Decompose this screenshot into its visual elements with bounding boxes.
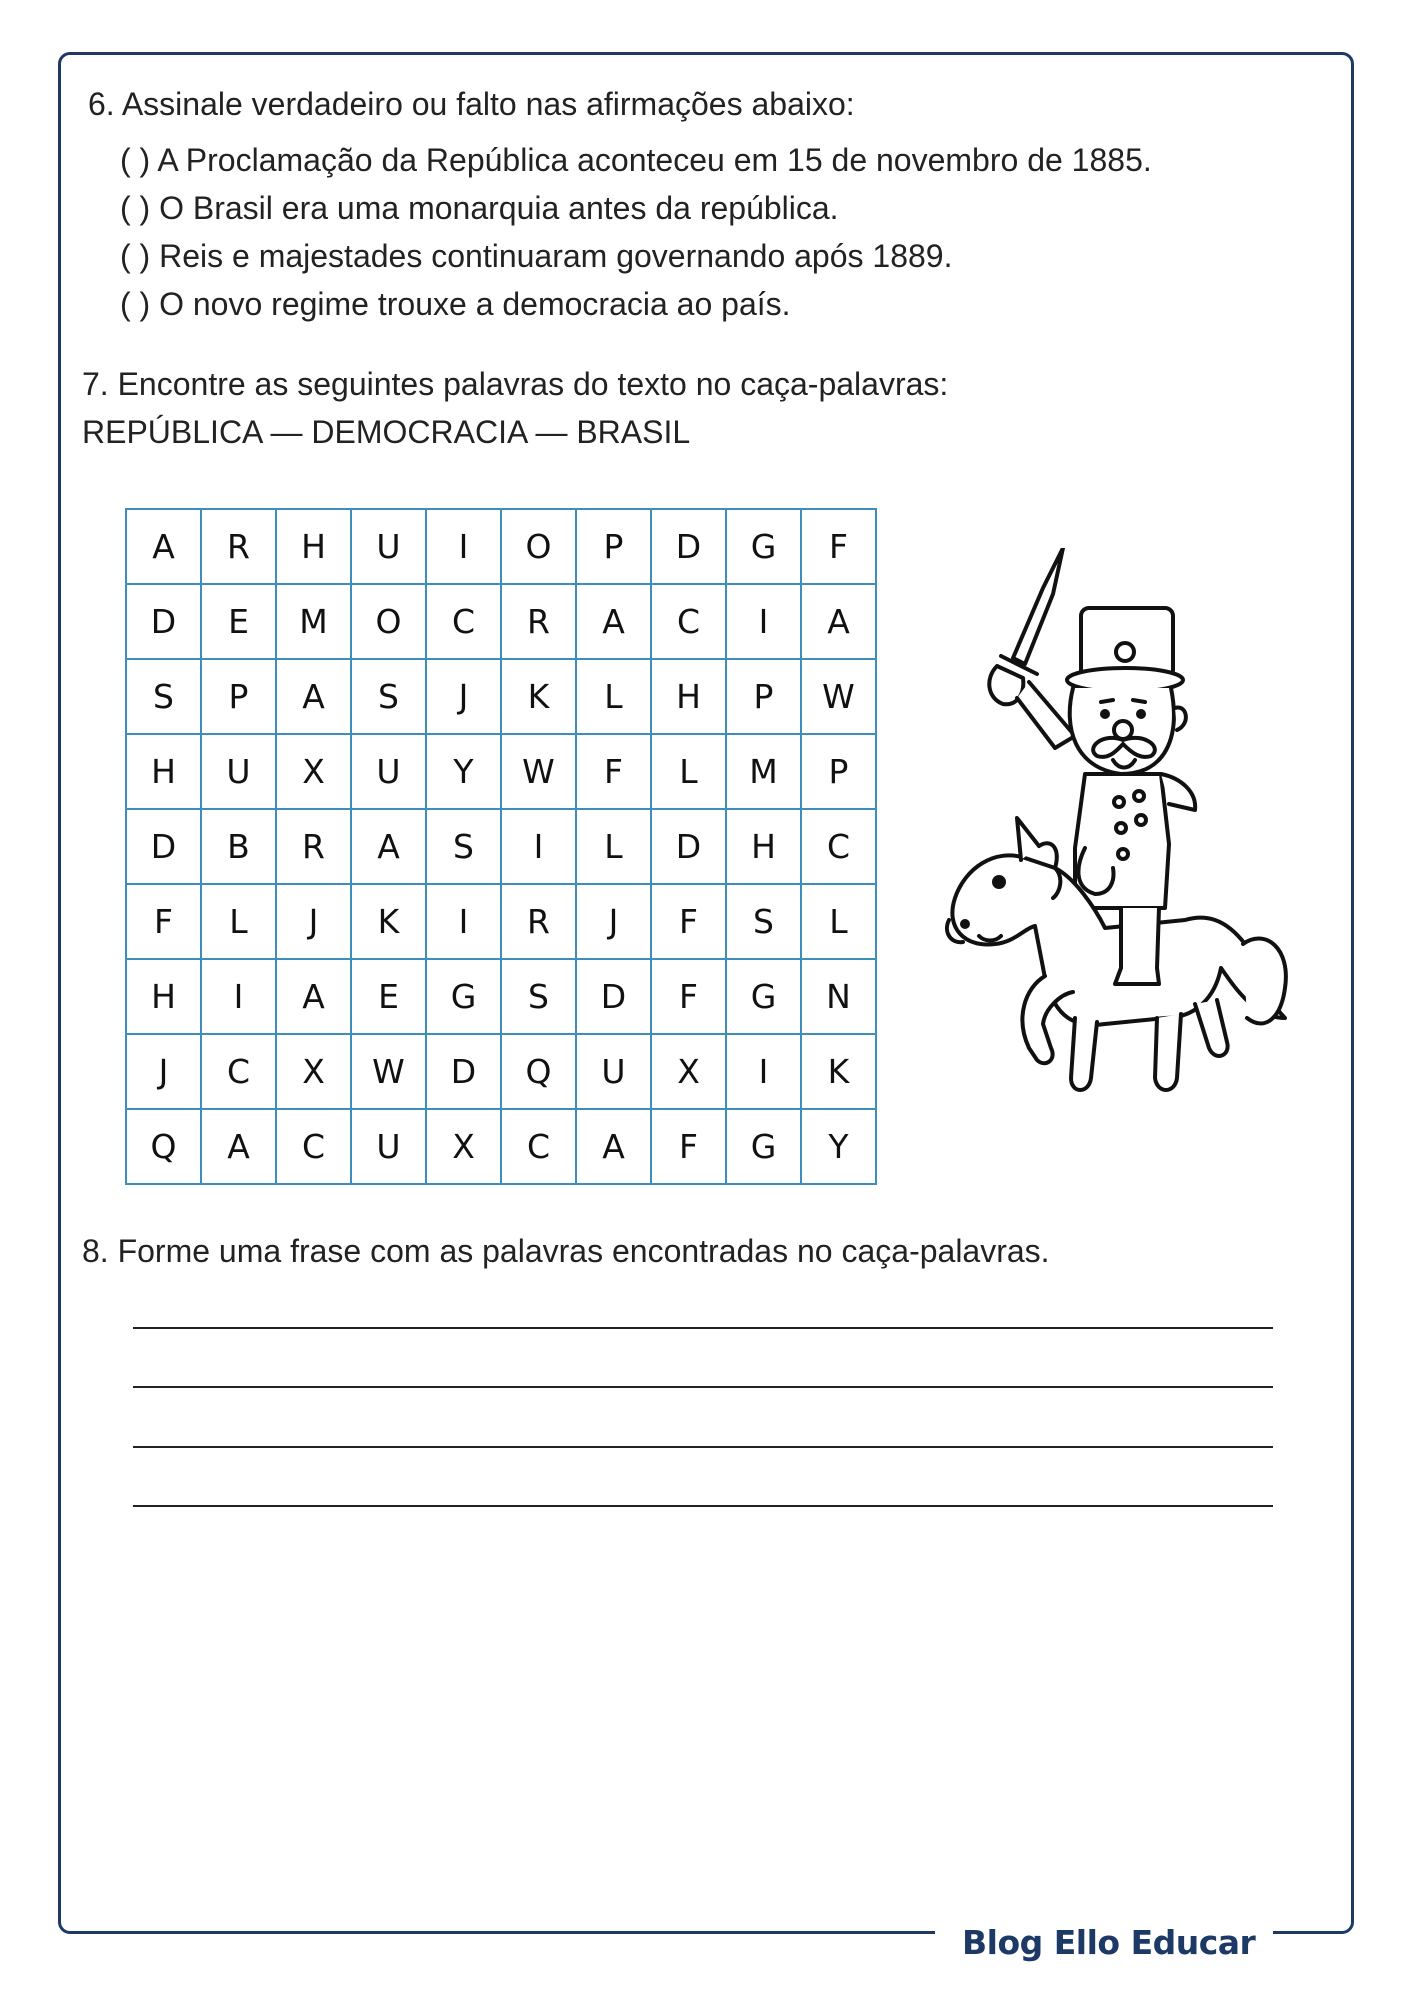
grid-cell[interactable]: O <box>351 584 426 659</box>
grid-cell[interactable]: L <box>651 734 726 809</box>
word-search-grid <box>125 508 877 1185</box>
grid-cell[interactable]: J <box>426 659 501 734</box>
grid-cell[interactable]: H <box>126 959 201 1034</box>
grid-cell[interactable]: C <box>201 1034 276 1109</box>
grid-cell[interactable]: W <box>501 734 576 809</box>
grid-row <box>126 809 876 884</box>
grid-cell[interactable]: G <box>726 959 801 1034</box>
grid-cell[interactable]: Q <box>126 1109 201 1184</box>
grid-cell[interactable]: E <box>351 959 426 1034</box>
grid-cell[interactable]: A <box>126 509 201 584</box>
grid-cell[interactable]: D <box>126 584 201 659</box>
grid-row <box>126 1109 876 1184</box>
grid-row <box>126 1034 876 1109</box>
grid-cell[interactable]: U <box>351 509 426 584</box>
grid-cell[interactable]: C <box>426 584 501 659</box>
grid-cell[interactable]: C <box>276 1109 351 1184</box>
q7-title: 7. Encontre as seguintes palavras do texto no caça-palavras: <box>82 366 949 402</box>
grid-cell[interactable]: L <box>576 659 651 734</box>
grid-cell[interactable]: D <box>576 959 651 1034</box>
grid-cell[interactable]: I <box>501 809 576 884</box>
grid-cell[interactable]: X <box>426 1109 501 1184</box>
grid-cell[interactable]: X <box>276 1034 351 1109</box>
answer-line-2[interactable] <box>133 1386 1273 1388</box>
grid-cell[interactable]: N <box>801 959 876 1034</box>
grid-cell[interactable]: H <box>726 809 801 884</box>
q7-words: REPÚBLICA — DEMOCRACIA — BRASIL <box>82 414 691 450</box>
grid-cell[interactable]: O <box>501 509 576 584</box>
grid-cell[interactable]: I <box>201 959 276 1034</box>
grid-cell[interactable]: S <box>126 659 201 734</box>
grid-cell[interactable]: S <box>426 809 501 884</box>
grid-cell[interactable]: C <box>501 1109 576 1184</box>
grid-cell[interactable]: W <box>351 1034 426 1109</box>
grid-cell[interactable]: X <box>276 734 351 809</box>
q6-option-4: ( ) O novo regime trouxe a democracia ao país. <box>120 286 791 322</box>
grid-cell[interactable]: H <box>126 734 201 809</box>
q8-title: 8. Forme uma frase com as palavras encontradas no caça-palavras. <box>82 1233 1050 1269</box>
grid-cell[interactable]: M <box>726 734 801 809</box>
grid-cell[interactable]: G <box>426 959 501 1034</box>
q6-option-2: ( ) O Brasil era uma monarquia antes da república. <box>120 190 839 226</box>
grid-cell[interactable]: G <box>726 509 801 584</box>
brand-label: Blog Ello Educar <box>962 1923 1256 1962</box>
grid-cell[interactable]: B <box>201 809 276 884</box>
grid-row <box>126 584 876 659</box>
grid-cell[interactable]: K <box>501 659 576 734</box>
grid-cell[interactable]: W <box>801 659 876 734</box>
grid-row <box>126 959 876 1034</box>
grid-cell[interactable]: J <box>576 884 651 959</box>
grid-row <box>126 734 876 809</box>
grid-cell[interactable]: A <box>276 959 351 1034</box>
answer-line-1[interactable] <box>133 1327 1273 1329</box>
grid-row <box>126 659 876 734</box>
grid-cell[interactable]: R <box>276 809 351 884</box>
grid-cell[interactable]: S <box>726 884 801 959</box>
grid-cell[interactable]: G <box>726 1109 801 1184</box>
grid-cell[interactable]: Y <box>426 734 501 809</box>
grid-cell[interactable]: Y <box>801 1109 876 1184</box>
grid-cell[interactable]: A <box>276 659 351 734</box>
grid-cell[interactable]: S <box>351 659 426 734</box>
q6-title: 6. Assinale verdadeiro ou falto nas afirmações abaixo: <box>88 86 855 122</box>
grid-cell[interactable]: I <box>426 884 501 959</box>
grid-cell[interactable]: D <box>126 809 201 884</box>
grid-cell[interactable]: I <box>726 584 801 659</box>
grid-cell[interactable]: C <box>651 584 726 659</box>
grid-cell[interactable]: F <box>651 884 726 959</box>
grid-cell[interactable]: P <box>576 509 651 584</box>
grid-cell[interactable]: A <box>201 1109 276 1184</box>
grid-cell[interactable]: X <box>651 1034 726 1109</box>
grid-cell[interactable]: H <box>651 659 726 734</box>
grid-cell[interactable]: I <box>426 509 501 584</box>
q6-option-3: ( ) Reis e majestades continuaram governando após 1889. <box>120 238 953 274</box>
grid-cell[interactable]: A <box>576 584 651 659</box>
grid-cell[interactable]: K <box>351 884 426 959</box>
grid-cell[interactable]: L <box>801 884 876 959</box>
grid-cell[interactable]: C <box>801 809 876 884</box>
grid-cell[interactable]: A <box>576 1109 651 1184</box>
grid-cell[interactable]: J <box>126 1034 201 1109</box>
grid-cell[interactable]: D <box>651 509 726 584</box>
grid-cell[interactable]: I <box>726 1034 801 1109</box>
grid-cell[interactable]: F <box>651 959 726 1034</box>
grid-cell[interactable]: S <box>501 959 576 1034</box>
grid-cell[interactable]: F <box>801 509 876 584</box>
grid-cell[interactable]: F <box>651 1109 726 1184</box>
grid-cell[interactable]: J <box>276 884 351 959</box>
grid-cell[interactable]: U <box>201 734 276 809</box>
grid-cell[interactable]: P <box>801 734 876 809</box>
grid-cell[interactable]: P <box>201 659 276 734</box>
grid-cell[interactable]: A <box>351 809 426 884</box>
grid-cell[interactable]: F <box>576 734 651 809</box>
grid-row <box>126 509 876 584</box>
grid-cell[interactable]: R <box>201 509 276 584</box>
grid-cell[interactable]: U <box>351 734 426 809</box>
grid-cell[interactable]: H <box>276 509 351 584</box>
grid-cell[interactable]: L <box>201 884 276 959</box>
grid-cell[interactable]: D <box>426 1034 501 1109</box>
grid-cell[interactable]: R <box>501 584 576 659</box>
soldier-on-horse-illustration <box>925 548 1295 1128</box>
q6-option-1: ( ) A Proclamação da República aconteceu em 15 de novembro de 1885. <box>120 142 1152 178</box>
grid-cell[interactable]: K <box>801 1034 876 1109</box>
grid-cell[interactable]: R <box>501 884 576 959</box>
grid-cell[interactable]: D <box>651 809 726 884</box>
grid-cell[interactable]: M <box>276 584 351 659</box>
grid-cell[interactable]: L <box>576 809 651 884</box>
grid-cell[interactable]: E <box>201 584 276 659</box>
grid-cell[interactable]: F <box>126 884 201 959</box>
grid-cell[interactable]: P <box>726 659 801 734</box>
grid-row <box>126 884 876 959</box>
answer-line-3[interactable] <box>133 1446 1273 1448</box>
answer-line-4[interactable] <box>133 1505 1273 1507</box>
grid-cell[interactable]: Q <box>501 1034 576 1109</box>
grid-cell[interactable]: U <box>351 1109 426 1184</box>
grid-cell[interactable]: A <box>801 584 876 659</box>
grid-cell[interactable]: U <box>576 1034 651 1109</box>
